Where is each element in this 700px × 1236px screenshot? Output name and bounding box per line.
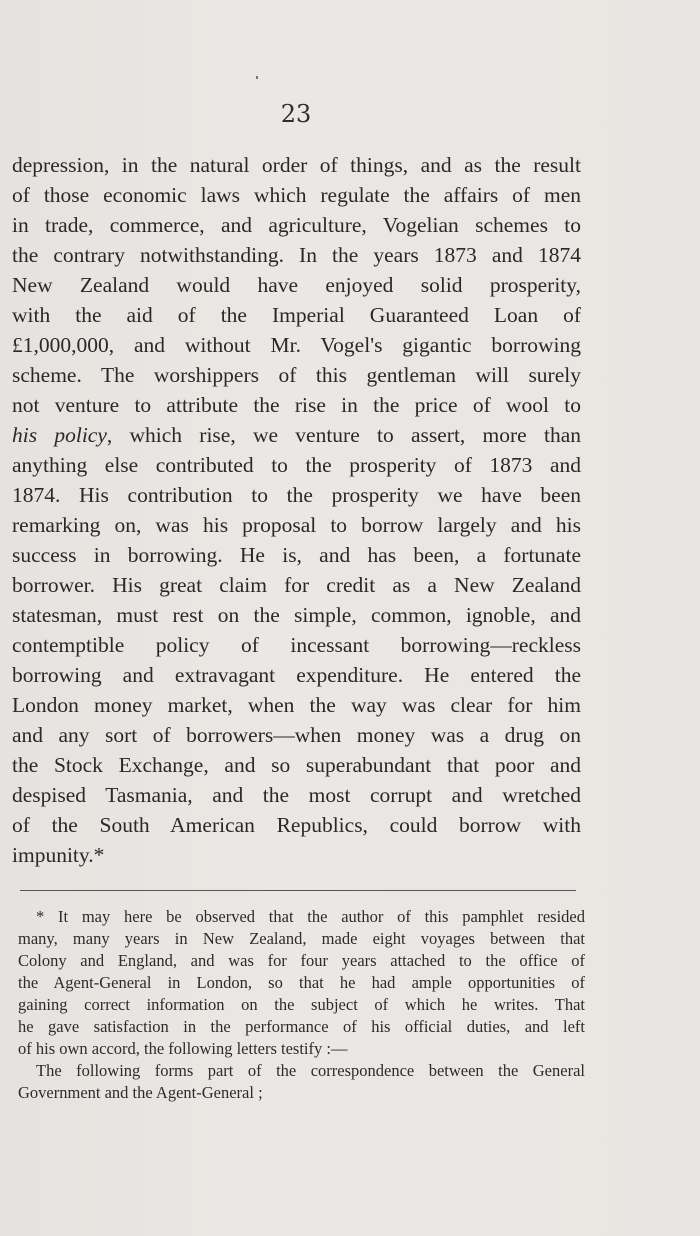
- text-line: London money market, when the way was clear for him: [12, 693, 581, 717]
- main-paragraph: [12, 150, 581, 870]
- text-line: success in borrowing. He is, and has been, a fortunate: [12, 543, 581, 567]
- text-line: the contrary notwithstanding. In the years 1873 and 1874: [12, 243, 581, 267]
- text-line: with the aid of the Imperial Guaranteed Loan of: [12, 303, 581, 327]
- text-line: borrower. His great claim for credit as a New Zealand: [12, 573, 581, 597]
- text-line: statesman, must rest on the simple, common, ignoble, and: [12, 603, 581, 627]
- footnote-line: he gave satisfaction in the performance of his official duties, and left: [18, 1017, 585, 1036]
- text-line-rest: , which rise, we venture to assert, more than: [106, 423, 581, 447]
- footnote-divider: [20, 890, 576, 891]
- text-line: depression, in the natural order of things, and as the result: [12, 153, 581, 177]
- footnote-line: gaining correct information on the subject of which he writes. That: [18, 995, 585, 1014]
- footnote: [18, 906, 585, 1104]
- text-line: scheme. The worshippers of this gentleman will surely: [12, 363, 581, 387]
- italic-phrase: his policy: [12, 423, 107, 447]
- text-line: impunity.*: [12, 843, 105, 867]
- printing-speck: [256, 76, 258, 79]
- text-line: of the South American Republics, could borrow with: [12, 813, 581, 837]
- footnote-line: the Agent-General in London, so that he had ample opportunities of: [18, 973, 585, 992]
- text-line: £1,000,000, and without Mr. Vogel's gigantic borrowing: [12, 333, 581, 357]
- page-number: 23: [280, 100, 312, 128]
- text-line: of those economic laws which regulate the affairs of men: [12, 183, 581, 207]
- footnote-line: Colony and England, and was for four years attached to the office of: [18, 951, 585, 970]
- text-line: not venture to attribute the rise in the price of wool to: [12, 393, 581, 417]
- text-line: anything else contributed to the prosperity of 1873 and: [12, 453, 581, 477]
- text-line-italic-lead: [12, 420, 581, 450]
- text-line: contemptible policy of incessant borrowing—reckless: [12, 633, 581, 657]
- footnote-line: Government and the Agent-General ;: [18, 1083, 263, 1102]
- text-line: borrowing and extravagant expenditure. He entered the: [12, 663, 581, 687]
- text-line: and any sort of borrowers—when money was a drug on: [12, 723, 581, 747]
- text-line: New Zealand would have enjoyed solid prosperity,: [12, 273, 581, 297]
- footnote-line: * It may here be observed that the author of this pamphlet resided: [36, 907, 585, 926]
- text-line: the Stock Exchange, and so superabundant that poor and: [12, 753, 581, 777]
- footnote-line: many, many years in New Zealand, made eight voyages between that: [18, 929, 585, 948]
- footnote-line: The following forms part of the correspondence between the General: [36, 1061, 585, 1080]
- text-line: 1874. His contribution to the prosperity we have been: [12, 483, 581, 507]
- text-line: remarking on, was his proposal to borrow largely and his: [12, 513, 581, 537]
- text-line: despised Tasmania, and the most corrupt and wretched: [12, 783, 581, 807]
- text-line: in trade, commerce, and agriculture, Vogelian schemes to: [12, 213, 581, 237]
- footnote-line: of his own accord, the following letters testify :—: [18, 1039, 348, 1058]
